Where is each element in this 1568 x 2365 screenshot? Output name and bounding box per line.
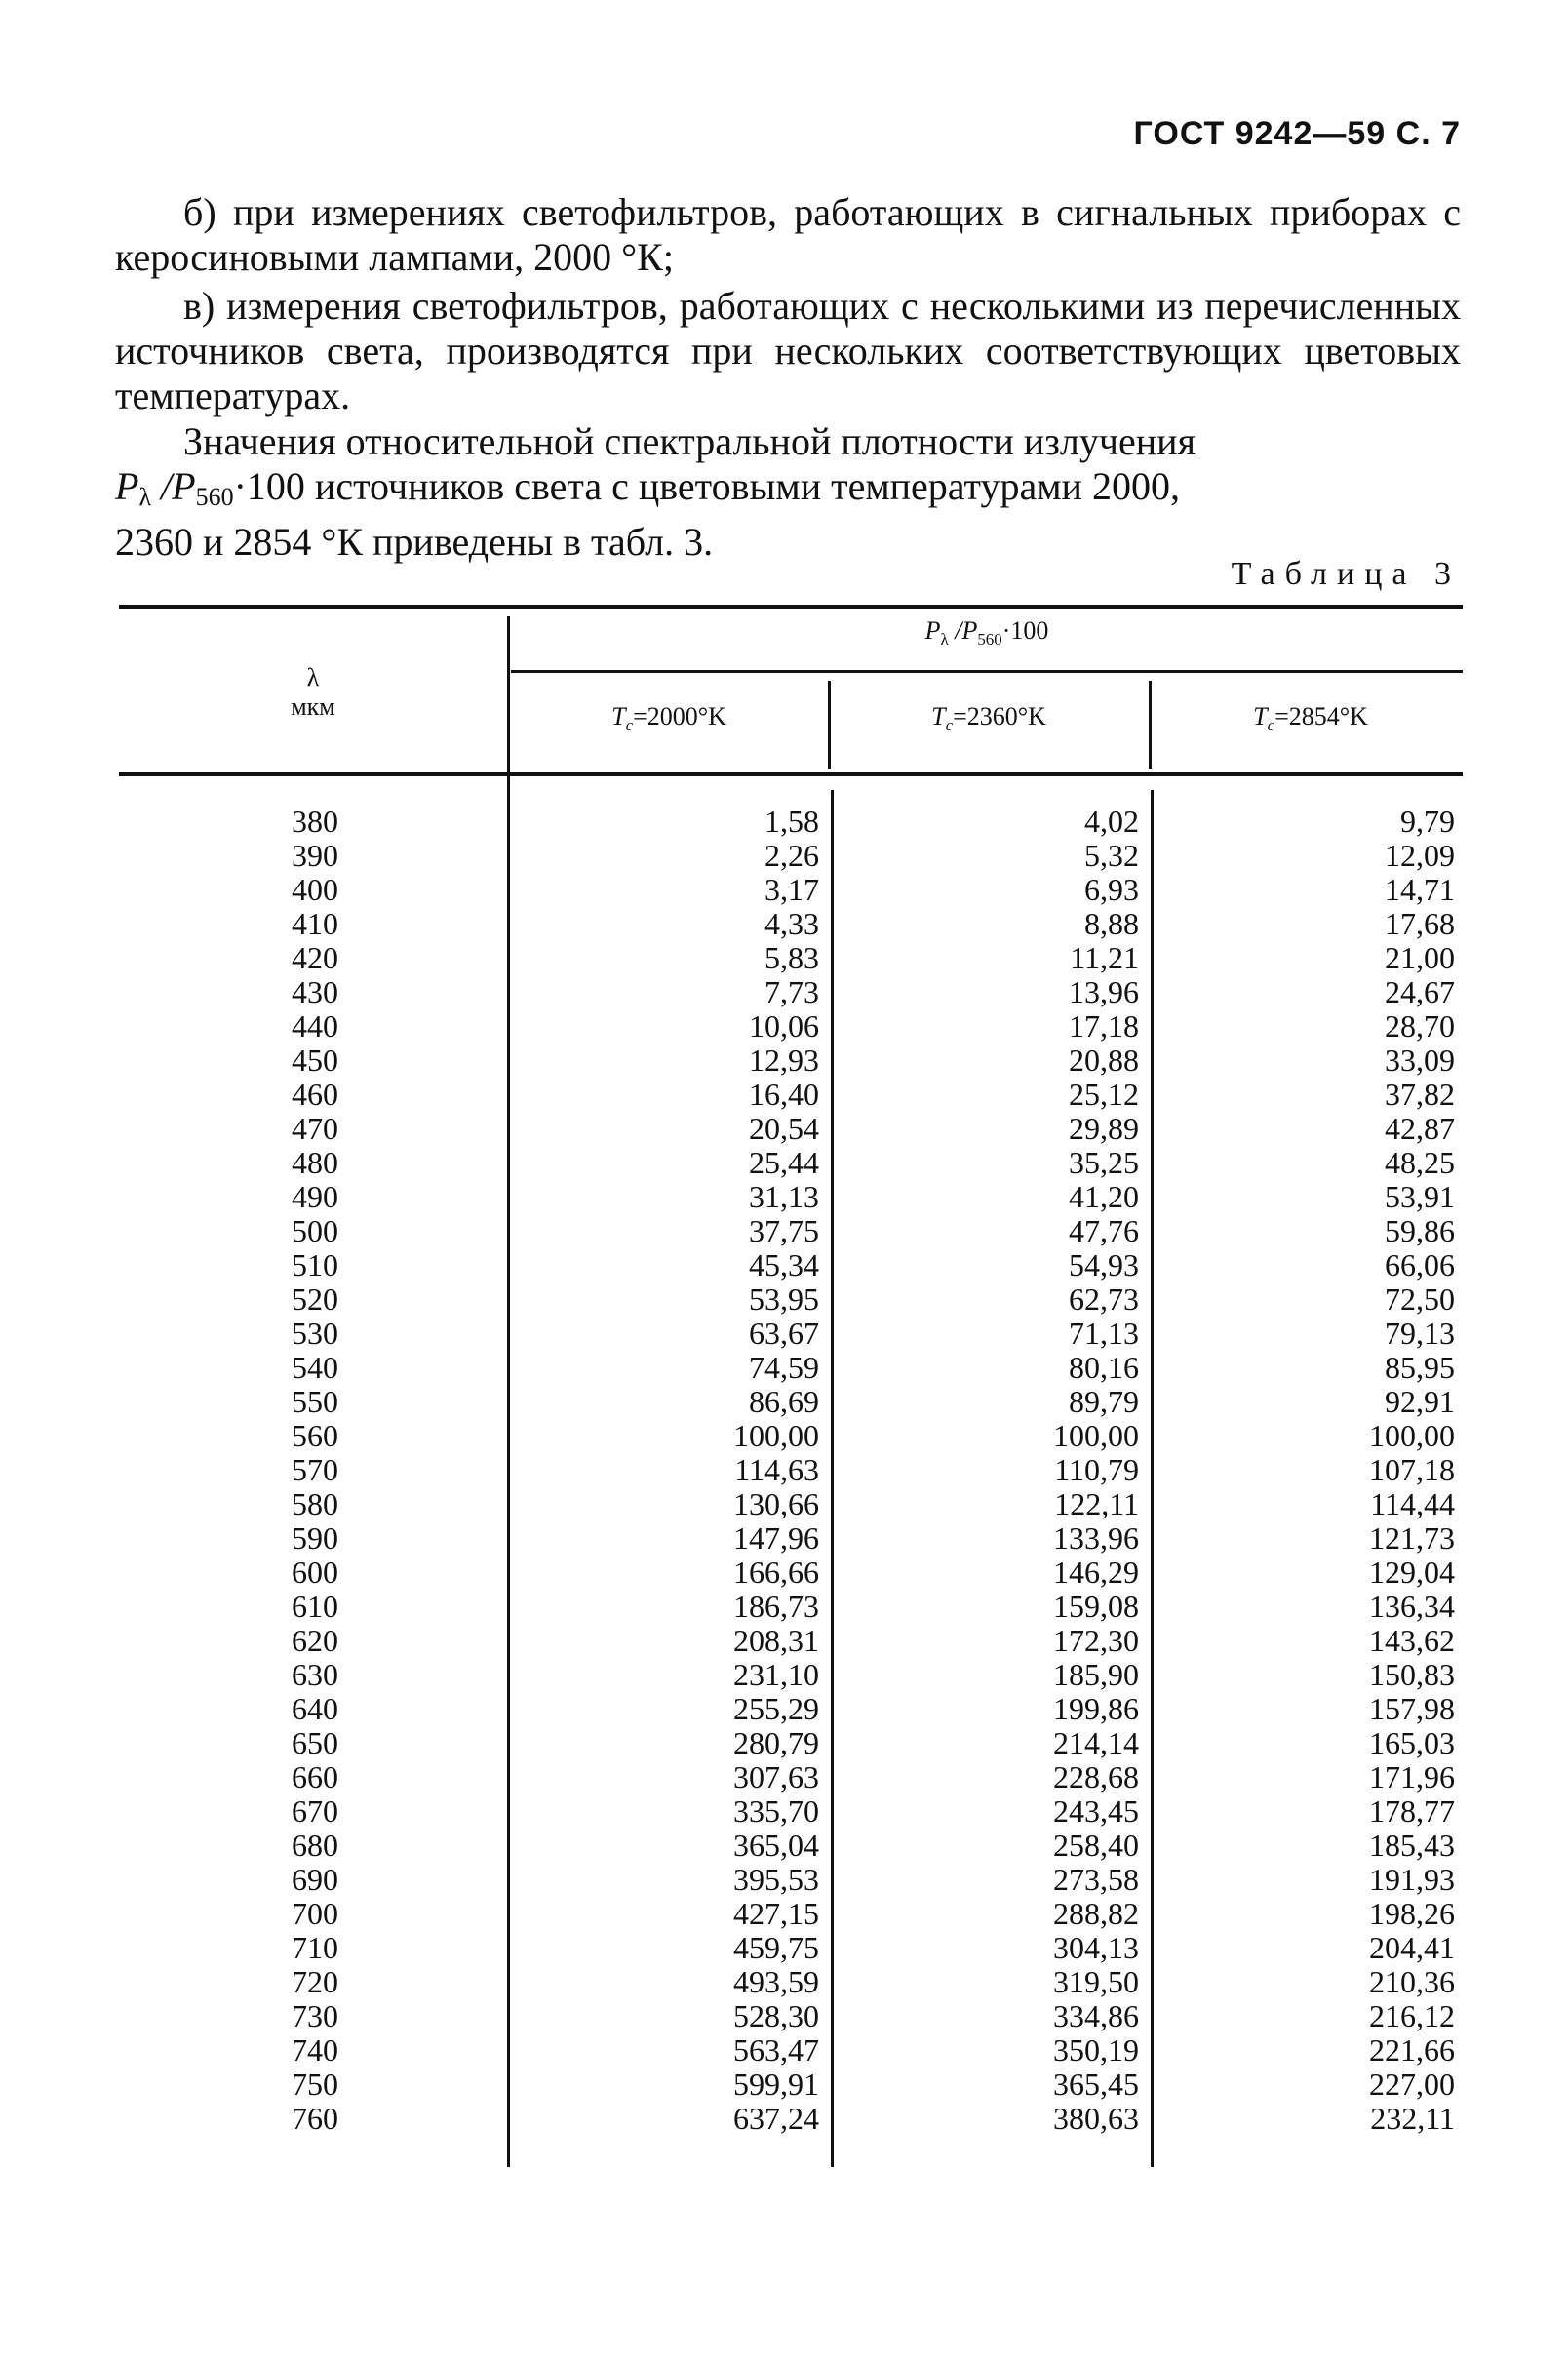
cell-2854: 12,09 — [1385, 838, 1455, 873]
cell-2854: 114,44 — [1370, 1486, 1455, 1521]
cell-2360: 6,93 — [1084, 872, 1139, 907]
cell-2000: 10,06 — [749, 1008, 819, 1044]
cell-lambda: 500 — [292, 1213, 338, 1248]
cell-2360: 8,88 — [1084, 906, 1139, 941]
cell-2360: 172,30 — [1053, 1623, 1139, 1658]
cell-2000: 130,66 — [733, 1486, 819, 1521]
cell-lambda: 380 — [292, 804, 338, 839]
cell-lambda: 390 — [292, 838, 338, 873]
table-row — [119, 1078, 1463, 1112]
cell-2854: 171,96 — [1369, 1759, 1455, 1794]
cell-2360: 273,58 — [1053, 1862, 1139, 1897]
cell-lambda: 710 — [292, 1930, 338, 1965]
table-row — [119, 1931, 1463, 1965]
table-row — [119, 1692, 1463, 1726]
cell-2854: 191,93 — [1369, 1862, 1455, 1897]
cell-2854: 165,03 — [1369, 1725, 1455, 1760]
cell-2000: 335,70 — [733, 1793, 819, 1829]
paragraph-values-end: 2360 и 2854 °К приведены в табл. 3. — [115, 520, 714, 564]
table-row — [119, 1658, 1463, 1692]
cell-lambda: 590 — [292, 1520, 338, 1556]
table-row — [119, 1180, 1463, 1214]
cell-2000: 86,69 — [749, 1384, 819, 1419]
cell-2000: 4,33 — [764, 906, 819, 941]
table-header-bottom-rule — [119, 772, 1463, 776]
cell-lambda: 540 — [292, 1350, 338, 1385]
cell-lambda: 610 — [292, 1589, 338, 1624]
table-header-inner-rule — [511, 670, 1463, 673]
cell-lambda: 520 — [292, 1281, 338, 1317]
cell-2000: 114,63 — [734, 1452, 819, 1487]
cell-2360: 199,86 — [1053, 1691, 1139, 1726]
table-row — [119, 1146, 1463, 1180]
cell-2360: 20,88 — [1069, 1043, 1139, 1078]
cell-2360: 380,63 — [1053, 2101, 1139, 2136]
cell-2360: 146,29 — [1053, 1555, 1139, 1590]
cell-lambda: 530 — [292, 1316, 338, 1351]
cell-lambda: 510 — [292, 1247, 338, 1282]
cell-2360: 319,50 — [1053, 1964, 1139, 1999]
cell-2000: 563,47 — [733, 2032, 819, 2068]
header-ratio-p: P — [924, 616, 941, 645]
cell-2360: 11,21 — [1070, 940, 1139, 975]
header-col-2854-t: T — [1253, 702, 1268, 730]
table-row — [119, 1760, 1463, 1794]
cell-2854: 232,11 — [1370, 2101, 1455, 2136]
cell-2360: 89,79 — [1069, 1384, 1139, 1419]
cell-2000: 16,40 — [749, 1077, 819, 1112]
header-ratio-mid: /P — [948, 616, 978, 645]
paragraph-b — [115, 190, 1461, 280]
cell-2360: 54,93 — [1069, 1247, 1139, 1282]
cell-2360: 47,76 — [1069, 1213, 1139, 1248]
paragraph-v — [115, 284, 1461, 418]
cell-2854: 24,67 — [1385, 974, 1455, 1009]
table-top-rule — [119, 605, 1463, 609]
cell-lambda: 490 — [292, 1179, 338, 1214]
cell-2360: 100,00 — [1053, 1418, 1139, 1453]
cell-2360: 41,20 — [1069, 1179, 1139, 1214]
cell-lambda: 650 — [292, 1725, 338, 1760]
header-lambda-unit: мкм — [291, 692, 335, 721]
cell-lambda: 450 — [292, 1043, 338, 1078]
cell-2854: 17,68 — [1385, 906, 1455, 941]
cell-2360: 110,79 — [1054, 1452, 1139, 1487]
cell-lambda: 620 — [292, 1623, 338, 1658]
header-col-2854-value: =2854°K — [1274, 702, 1368, 730]
cell-lambda: 550 — [292, 1384, 338, 1419]
header-col-2000-t: T — [611, 702, 626, 730]
cell-2854: 66,06 — [1385, 1247, 1455, 1282]
cell-2000: 20,54 — [749, 1111, 819, 1146]
cell-2854: 14,71 — [1385, 872, 1455, 907]
table-row — [119, 1419, 1463, 1453]
paragraph-v-text: в) измерения светофильтров, работающих с несколькими из перечисленных источников света, производятся при нескольких соответствующих цветовых температурах. — [115, 284, 1461, 417]
cell-2360: 228,68 — [1053, 1759, 1139, 1794]
cell-2000: 459,75 — [733, 1930, 819, 1965]
cell-2360: 304,13 — [1053, 1930, 1139, 1965]
cell-2854: 42,87 — [1385, 1111, 1455, 1146]
cell-2854: 59,86 — [1385, 1213, 1455, 1248]
table-row — [119, 1009, 1463, 1044]
cell-2854: 129,04 — [1369, 1555, 1455, 1590]
table-row — [119, 941, 1463, 975]
cell-2000: 1,58 — [764, 804, 819, 839]
table-row — [119, 975, 1463, 1009]
table-row — [119, 1282, 1463, 1317]
cell-lambda: 420 — [292, 940, 338, 975]
cell-2854: 48,25 — [1385, 1145, 1455, 1180]
cell-2360: 4,02 — [1084, 804, 1139, 839]
cell-2854: 79,13 — [1385, 1316, 1455, 1351]
cell-2854: 216,12 — [1369, 1998, 1455, 2033]
table-row — [119, 873, 1463, 907]
table-row — [119, 2033, 1463, 2068]
table-row — [119, 1999, 1463, 2033]
table-row — [119, 2068, 1463, 2102]
cell-2854: 143,62 — [1369, 1623, 1455, 1658]
cell-2854: 37,82 — [1385, 1077, 1455, 1112]
cell-2360: 80,16 — [1069, 1350, 1139, 1385]
header-ratio-sub-560: 560 — [977, 630, 1002, 649]
cell-lambda: 400 — [292, 872, 338, 907]
cell-lambda: 430 — [292, 974, 338, 1009]
cell-2000: 427,15 — [733, 1896, 819, 1931]
page-header: ГОСТ 9242—59 С. 7 — [1133, 115, 1461, 152]
cell-2000: 307,63 — [733, 1759, 819, 1794]
cell-2360: 214,14 — [1053, 1725, 1139, 1760]
cell-lambda: 670 — [292, 1793, 338, 1829]
cell-2000: 37,75 — [749, 1213, 819, 1248]
cell-2854: 198,26 — [1369, 1896, 1455, 1931]
table-row — [119, 1044, 1463, 1078]
header-ratio-sub-lambda: λ — [940, 630, 949, 649]
cell-lambda: 440 — [292, 1008, 338, 1044]
cell-lambda: 460 — [292, 1077, 338, 1112]
cell-2360: 122,11 — [1054, 1486, 1139, 1521]
header-col-2000 — [509, 702, 829, 735]
cell-lambda: 570 — [292, 1452, 338, 1487]
table-body — [119, 805, 1463, 2136]
cell-2360: 5,32 — [1084, 838, 1139, 873]
cell-2854: 136,34 — [1369, 1589, 1455, 1624]
table-row — [119, 1248, 1463, 1282]
header-ratio-end: ·100 — [1001, 616, 1049, 645]
header-col-2360 — [829, 702, 1149, 735]
cell-2854: 72,50 — [1385, 1281, 1455, 1317]
cell-2360: 243,45 — [1053, 1793, 1139, 1829]
table-row — [119, 1965, 1463, 1999]
cell-lambda: 580 — [292, 1486, 338, 1521]
table-row — [119, 1624, 1463, 1658]
cell-lambda: 630 — [292, 1657, 338, 1692]
cell-2854: 92,91 — [1385, 1384, 1455, 1419]
cell-2854: 121,73 — [1369, 1520, 1455, 1556]
cell-lambda: 750 — [292, 2067, 338, 2102]
cell-2000: 45,34 — [749, 1247, 819, 1282]
cell-2360: 25,12 — [1069, 1077, 1139, 1112]
cell-2360: 29,89 — [1069, 1111, 1139, 1146]
cell-2854: 157,98 — [1369, 1691, 1455, 1726]
paragraph-values-start: Значения относительной спектральной плотности излучения — [183, 419, 1196, 463]
header-col-2360-t: T — [931, 702, 946, 730]
cell-2854: 21,00 — [1385, 940, 1455, 975]
cell-lambda: 470 — [292, 1111, 338, 1146]
cell-2360: 159,08 — [1053, 1589, 1139, 1624]
cell-2000: 493,59 — [733, 1964, 819, 1999]
cell-lambda: 600 — [292, 1555, 338, 1590]
cell-lambda: 760 — [292, 2101, 338, 2136]
cell-2854: 100,00 — [1369, 1418, 1455, 1453]
cell-2000: 147,96 — [733, 1520, 819, 1556]
paragraph-b-text: б) при измерениях светофильтров, работающих в сигнальных приборах с керосиновыми лампами, 2000 °К; — [115, 190, 1461, 279]
table-row — [119, 1897, 1463, 1931]
cell-2854: 204,41 — [1369, 1930, 1455, 1965]
cell-2854: 107,18 — [1369, 1452, 1455, 1487]
cell-lambda: 640 — [292, 1691, 338, 1726]
header-col-2854-sub: c — [1267, 716, 1275, 734]
header-col-2000-value: =2000°K — [633, 702, 726, 730]
cell-lambda: 700 — [292, 1896, 338, 1931]
cell-2000: 3,17 — [764, 872, 819, 907]
table-row — [119, 1453, 1463, 1487]
formula-subscript-lambda: λ — [138, 483, 152, 511]
table-row — [119, 1863, 1463, 1897]
table-row — [119, 2102, 1463, 2136]
formula-divisor: /P — [151, 464, 196, 508]
table-row — [119, 1487, 1463, 1521]
cell-lambda: 560 — [292, 1418, 338, 1453]
cell-lambda: 680 — [292, 1828, 338, 1863]
header-lambda-symbol: λ — [306, 663, 320, 691]
cell-lambda: 690 — [292, 1862, 338, 1897]
cell-2000: 528,30 — [733, 1998, 819, 2033]
table-row — [119, 1214, 1463, 1248]
table-row — [119, 1726, 1463, 1760]
cell-2360: 133,96 — [1053, 1520, 1139, 1556]
cell-lambda: 660 — [292, 1759, 338, 1794]
cell-2360: 13,96 — [1069, 974, 1139, 1009]
formula-subscript-560: 560 — [195, 483, 234, 511]
cell-2854: 150,83 — [1369, 1657, 1455, 1692]
cell-2000: 186,73 — [733, 1589, 819, 1624]
cell-2360: 334,86 — [1053, 1998, 1139, 2033]
cell-2360: 288,82 — [1053, 1896, 1139, 1931]
table-row — [119, 907, 1463, 941]
cell-2360: 71,13 — [1069, 1316, 1139, 1351]
paragraph-values — [115, 419, 1461, 565]
cell-2360: 258,40 — [1053, 1828, 1139, 1863]
cell-2000: 74,59 — [749, 1350, 819, 1385]
cell-2000: 599,91 — [733, 2067, 819, 2102]
table-row — [119, 1351, 1463, 1385]
cell-2000: 166,66 — [733, 1555, 819, 1590]
cell-2000: 53,95 — [749, 1281, 819, 1317]
cell-2854: 227,00 — [1369, 2067, 1455, 2102]
table-title: Таблица 3 — [1231, 556, 1461, 592]
cell-lambda: 740 — [292, 2032, 338, 2068]
cell-2000: 31,13 — [749, 1179, 819, 1214]
cell-2854: 210,36 — [1369, 1964, 1455, 1999]
header-ratio — [511, 616, 1463, 650]
cell-lambda: 410 — [292, 906, 338, 941]
table-row — [119, 1590, 1463, 1624]
cell-2360: 185,90 — [1053, 1657, 1139, 1692]
table-row — [119, 1317, 1463, 1351]
table-row — [119, 1112, 1463, 1146]
cell-2000: 208,31 — [733, 1623, 819, 1658]
cell-2854: 85,95 — [1385, 1350, 1455, 1385]
cell-2360: 365,45 — [1053, 2067, 1139, 2102]
cell-2854: 9,79 — [1400, 804, 1455, 839]
table-row — [119, 839, 1463, 873]
cell-2000: 280,79 — [733, 1725, 819, 1760]
table-row — [119, 1521, 1463, 1556]
cell-2000: 2,26 — [764, 838, 819, 873]
cell-2000: 365,04 — [733, 1828, 819, 1863]
cell-2360: 62,73 — [1069, 1281, 1139, 1317]
table-row — [119, 1829, 1463, 1863]
cell-2000: 7,73 — [764, 974, 819, 1009]
cell-2360: 17,18 — [1069, 1008, 1139, 1044]
cell-lambda: 720 — [292, 1964, 338, 1999]
cell-2854: 33,09 — [1385, 1043, 1455, 1078]
cell-2854: 221,66 — [1369, 2032, 1455, 2068]
table-row — [119, 1556, 1463, 1590]
formula-rest: ·100 источников света с цветовыми температурами 2000, — [233, 464, 1180, 508]
header-lambda — [119, 663, 507, 722]
cell-2360: 350,19 — [1053, 2032, 1139, 2068]
cell-2000: 395,53 — [733, 1862, 819, 1897]
cell-2854: 185,43 — [1369, 1828, 1455, 1863]
cell-2000: 255,29 — [733, 1691, 819, 1726]
formula-symbol-p: P — [115, 464, 139, 508]
formula-line — [115, 464, 1461, 520]
cell-lambda: 730 — [292, 1998, 338, 2033]
cell-2000: 100,00 — [733, 1418, 819, 1453]
cell-2000: 231,10 — [733, 1657, 819, 1692]
cell-2854: 28,70 — [1385, 1008, 1455, 1044]
header-col-2000-sub: c — [625, 716, 634, 734]
table-row — [119, 1385, 1463, 1419]
table-row — [119, 1794, 1463, 1829]
cell-2854: 178,77 — [1369, 1793, 1455, 1829]
cell-2360: 35,25 — [1069, 1145, 1139, 1180]
header-col-2360-value: =2360°K — [953, 702, 1046, 730]
cell-2000: 5,83 — [764, 940, 819, 975]
header-col-2854 — [1151, 702, 1470, 735]
table-row — [119, 805, 1463, 839]
cell-2000: 12,93 — [749, 1043, 819, 1078]
cell-2000: 637,24 — [733, 2101, 819, 2136]
cell-2000: 25,44 — [749, 1145, 819, 1180]
header-col-2360-sub: c — [945, 716, 954, 734]
cell-2000: 63,67 — [749, 1316, 819, 1351]
cell-2854: 53,91 — [1385, 1179, 1455, 1214]
cell-lambda: 480 — [292, 1145, 338, 1180]
